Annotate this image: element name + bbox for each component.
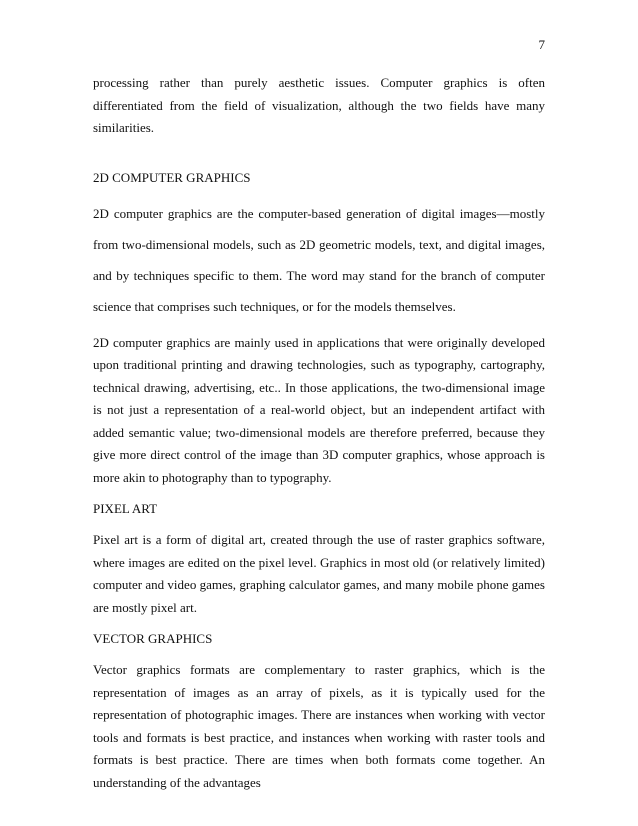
section-heading-pixel-art: PIXEL ART — [93, 501, 158, 516]
paragraph-pixel-art: Pixel art is a form of digital art, created through the use of raster graphics software, where images are edited on the pixel level. Graphics in most old (or relatively limited) computer and video games, graphing calculator games, and many mobile phone games are mostly pixel art. — [93, 532, 545, 615]
section-heading-2d-computer-graphics: 2D COMPUTER GRAPHICS — [93, 169, 251, 185]
paragraph-2d-definition: 2D computer graphics are the computer-based generation of digital images—mostly from two-dimensional models, such as 2D geometric models, text, and digital images, and by techniques specific to them. The word may stand for the branch of computer science that comprises such techniques, or for the models themselves. — [93, 205, 545, 314]
page-number: 7 — [538, 37, 545, 52]
paragraph-2d-applications: 2D computer graphics are mainly used in applications that were originally developed upon traditional printing and drawing technologies, such as typography, cartography, technical drawing, advertising, etc.. In those applications, the two-dimensional image is not just a representation of a real-world object, but an independent artifact with added semantic value; two-dimensional models are therefore preferred, because they give more direct control of the image than 3D computer graphics, whose approach is more akin to photography than to typography. — [93, 334, 545, 485]
section-heading-vector-graphics: VECTOR GRAPHICS — [93, 631, 213, 646]
intro-paragraph: processing rather than purely aesthetic issues. Computer graphics is often differentiated from the field of visualization, although the two fields have many similarities. — [93, 75, 545, 135]
paragraph-vector-graphics: Vector graphics formats are complementary to raster graphics, which is the representation of images as an array of pixels, as it is typically used for the representation of photographic images. There are instances when working with vector tools and formats is best practice, and instances when working with raster tools and formats is best practice. There are times when both formats come together. An understanding of the advantages — [93, 662, 545, 790]
page-content — [93, 72, 545, 794]
